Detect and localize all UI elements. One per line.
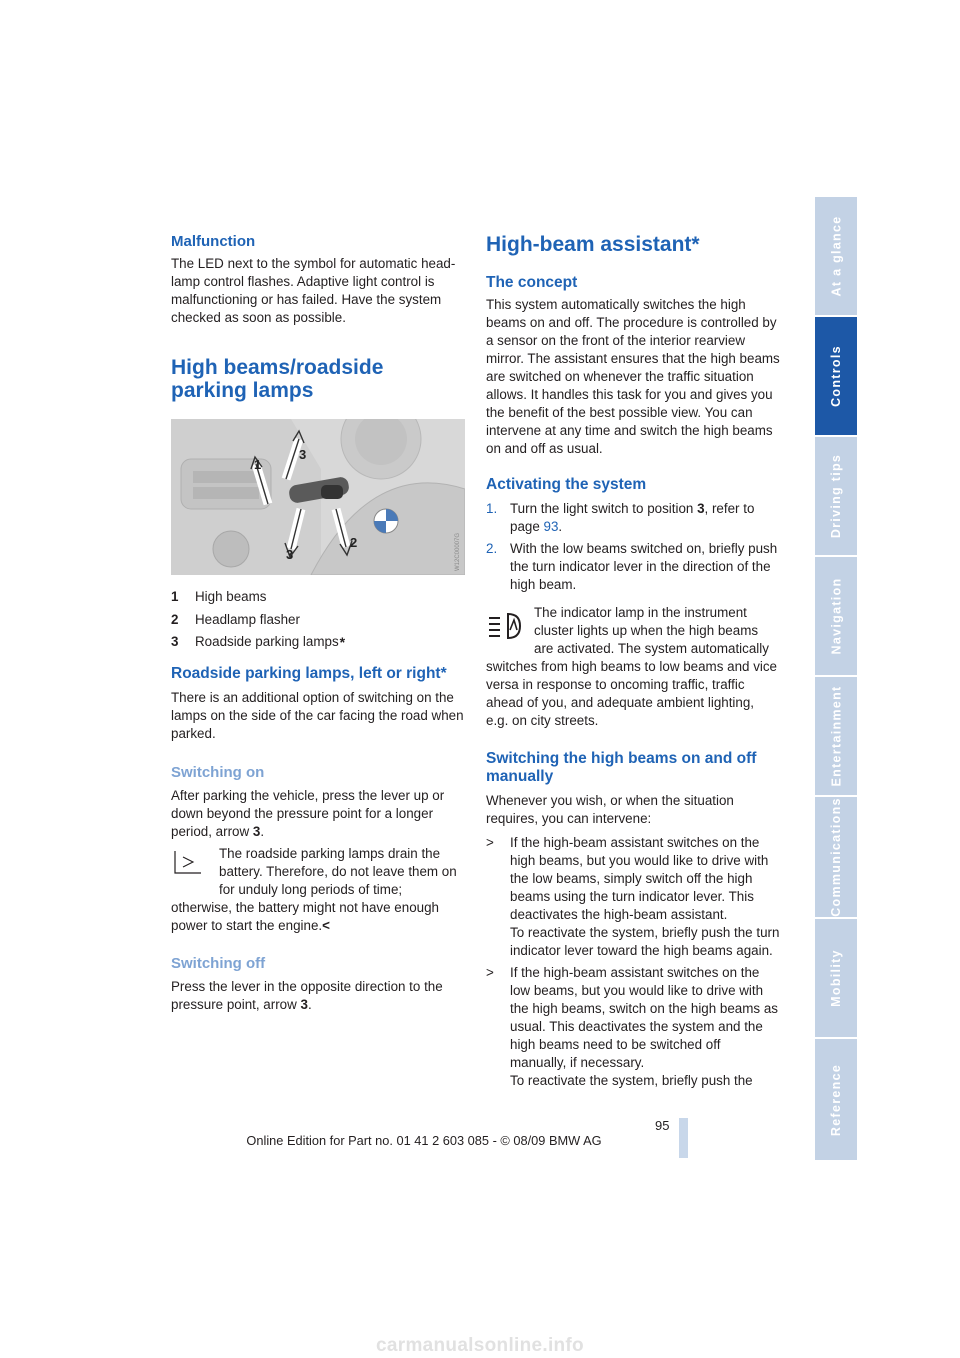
right-column (486, 228, 780, 1094)
svg-text:2: 2 (350, 535, 358, 550)
legend-item: 2 Headlamp flasher (171, 611, 300, 627)
caution-icon (171, 847, 211, 887)
high-beam-assistant-icon (486, 606, 526, 646)
list-item: 1. Turn the light switch to position 3, refer to page 93. (486, 501, 755, 534)
list-item: 2. With the low beams switched on, briefly push the turn indicator lever in the direction of the high beam. (486, 541, 778, 592)
lever-illustration (171, 419, 465, 575)
concept-text: This system automatically switches the high beams on and off. The procedure is controlled by a sensor on the front of the interior rearview mirror. The assistant ensures that the high beams are switched on whenever the traffic situation allows. It handles this task for you and gives you the benefit of the best possible view. You can intervene at any time and switch the high beams on and off as usual. (486, 297, 780, 456)
manual-intro: Whenever you wish, or when the situation requires, you can intervene: (486, 793, 734, 826)
list-item: > If the high-beam assistant switches on the high beams, but you would like to drive with the low beams, simply switch off the high beams using the turn indicator lever. This deactivates the high-beam assistant. To reactivate the system, briefly push the turn indicator lever toward the high beams again. (486, 835, 780, 958)
roadside-heading: Roadside parking lamps, left or right* (171, 665, 447, 682)
svg-text:3: 3 (286, 547, 294, 562)
watermark: carmanualsonline.info (376, 1335, 584, 1356)
svg-text:3: 3 (299, 447, 307, 462)
hba-heading: High-beam assistant* (486, 233, 700, 256)
malfunction-text: The LED next to the symbol for automatic head-lamp control flashes. Adaptive light control is malfunctioning or has failed. Have the system checked as soon as possible. (171, 256, 456, 325)
legend-item: 1 High beams (171, 589, 267, 604)
switching-on-text: After parking the vehicle, press the lever up or down beyond the pressure point for a longer period, arrow 3. (171, 788, 445, 839)
tab-communications[interactable]: Communications (815, 797, 857, 917)
malfunction-heading: Malfunction (171, 233, 256, 250)
list-item: > If the high-beam assistant switches on the low beams, but you would like to drive with the high beams, switch on the high beams as usual. This deactivates the system and the high beams need to be switched off manually, if necessary. To reactivate the system, briefly push the (486, 965, 778, 1088)
concept-heading: The concept (486, 274, 578, 291)
manual-heading: Switching the high beams on and off manually (486, 750, 757, 785)
tab-navigation[interactable]: Navigation (815, 557, 857, 675)
svg-text:1: 1 (254, 457, 262, 472)
roadside-text: There is an additional option of switching on the lamps on the side of the car facing the road when parked. (171, 690, 464, 741)
switching-off-text: Press the lever in the opposite direction to the pressure point, arrow 3. (171, 979, 443, 1012)
manual-bullets (486, 834, 780, 1090)
lever-illustration-svg (171, 419, 465, 575)
page-link[interactable]: 93 (543, 519, 559, 534)
tab-mobility[interactable]: Mobility (815, 919, 857, 1037)
switching-off-heading: Switching off (171, 955, 266, 972)
switching-on-heading: Switching on (171, 764, 265, 781)
figure-legend (171, 588, 465, 651)
optional-equipment-star: * (339, 634, 346, 650)
indicator-note: The indicator lamp in the instrument cluster lights up when the high beams are activated. The system automatically switches from high beams to low beams and vice versa in response to oncoming traffic, traffic ahead of you, and adequate ambient lighting, e.g. on city streets. (486, 605, 778, 728)
left-column (171, 228, 465, 1014)
tab-at-a-glance[interactable]: At a glance (815, 197, 857, 315)
footer: Online Edition for Part no. 01 41 2 603 085 - © 08/09 BMW AG (246, 1133, 602, 1148)
chapter-sidebar (815, 197, 857, 1160)
high-beams-heading: High beams/roadside parking lamps (171, 356, 384, 402)
page-number: 95 (655, 1118, 670, 1133)
tab-entertainment[interactable]: Entertainment (815, 677, 857, 795)
figure-code: W12C00007G (455, 532, 461, 571)
legend-item: 3 Roadside parking lamps * (171, 634, 346, 650)
caution-note: The roadside parking lamps drain the battery. Therefore, do not leave them on for unduly long periods of time; otherwise, the battery might not have enough power to start the engine.< (171, 846, 457, 933)
tab-reference[interactable]: Reference (815, 1039, 857, 1160)
activation-steps (486, 500, 780, 594)
tab-controls[interactable]: Controls (815, 317, 857, 435)
activating-heading: Activating the system (486, 476, 647, 493)
tab-driving-tips[interactable]: Driving tips (815, 437, 857, 555)
